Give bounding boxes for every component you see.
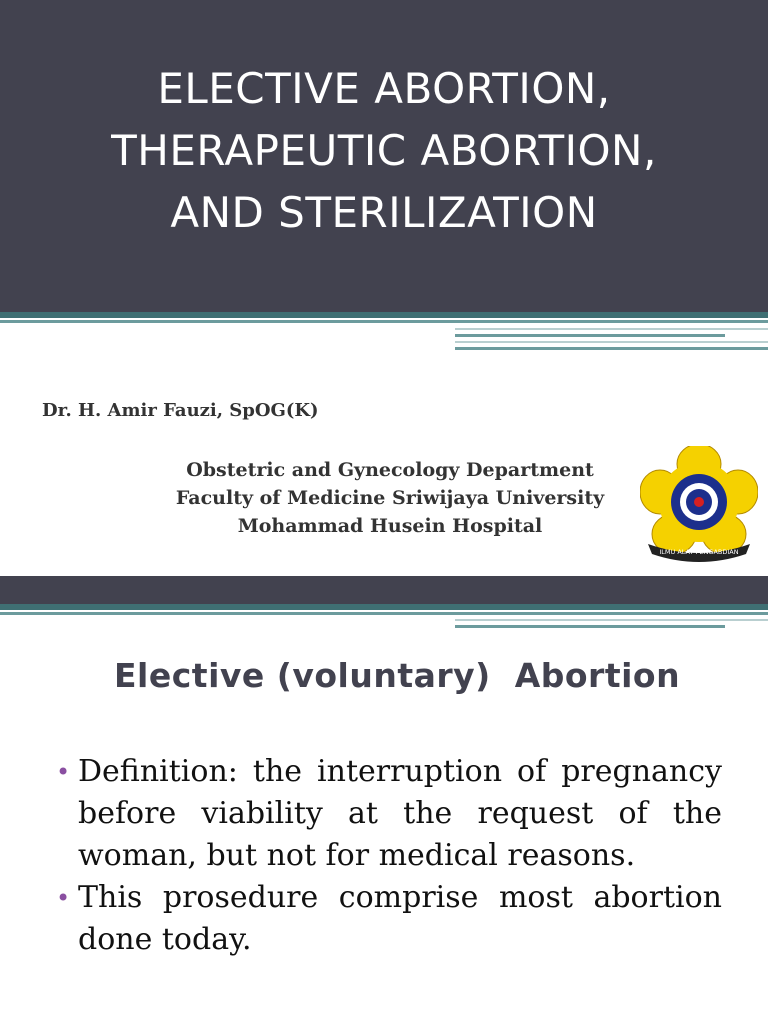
bullet-list [52,751,722,961]
logo-ribbon-text: ILMU ALAT PENGABDIAN [659,548,739,556]
bullet-text: Definition: the interruption of pregnancy before viability at the request of the woman, but not for medical reasons. [78,754,722,873]
divider-stripe [0,604,768,610]
divider-stripe [0,312,768,318]
divider-stripe [455,328,768,330]
title-line-2: THERAPEUTIC ABORTION, [111,126,657,175]
bullet-text: This prosedure comprise most abortion done today. [78,880,722,957]
content-slide [0,576,768,1024]
divider-stripe [455,347,768,350]
bullet-icon: • [56,758,71,786]
title-line-1: ELECTIVE ABORTION, [157,64,611,113]
bullet-item [52,877,722,961]
divider-stripe [455,619,768,621]
divider-stripe [455,625,725,628]
divider-stripe [0,320,768,323]
slide-title [0,58,768,244]
affiliation [140,456,640,540]
title-line-3: AND STERILIZATION [170,188,598,237]
affiliation-line-2: Faculty of Medicine Sriwijaya University [175,487,605,509]
divider-stripe [455,341,768,343]
slide-heading: Elective (voluntary) Abortion [114,656,681,695]
divider-stripe [0,612,768,615]
affiliation-line-1: Obstetric and Gynecology Department [186,459,594,481]
affiliation-line-3: Mohammad Husein Hospital [237,515,543,537]
bullet-item [52,751,722,877]
bullet-icon: • [56,884,71,912]
header-band [0,576,768,604]
divider-stripe [455,334,725,337]
title-band [0,0,768,312]
author-name: Dr. H. Amir Fauzi, SpOG(K) [42,400,319,421]
university-seal-icon [640,446,758,564]
